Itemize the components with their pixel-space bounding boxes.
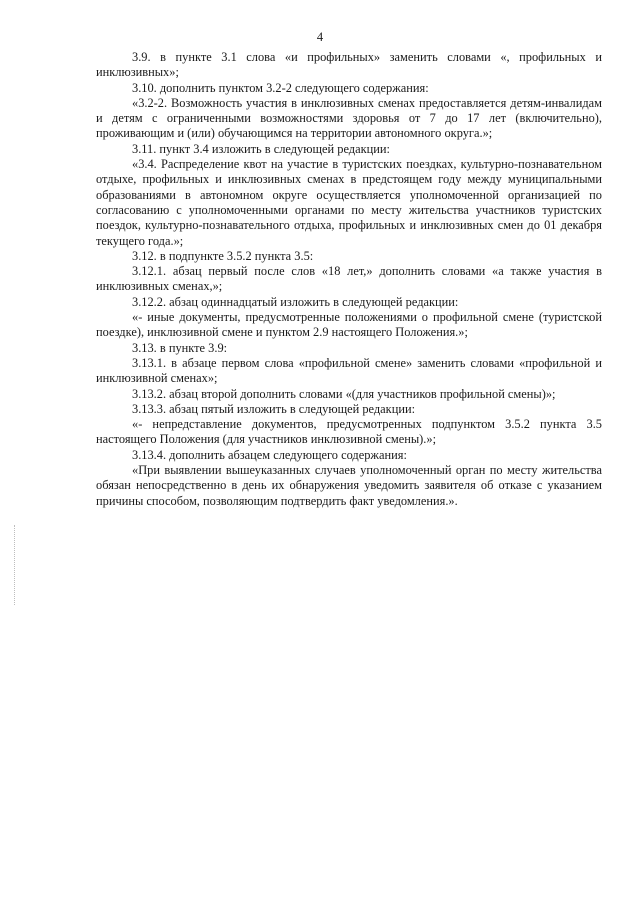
document-body	[96, 50, 602, 509]
paragraph: 3.9. в пункте 3.1 слова «и профильных» заменить словами «, профильных и инклюзивных»;	[96, 50, 602, 80]
paragraph: 3.12.1. абзац первый после слов «18 лет,» дополнить словами «а также участия в инклюзивных сменах,»;	[96, 264, 602, 294]
paragraph: 3.13. в пункте 3.9:	[132, 340, 228, 355]
paragraph: «При выявлении вышеуказанных случаев уполномоченный орган по месту жительства обязан непосредственно в день их обнаружения уведомить заявителя об отказе с указанием причины способом, позволяющим подтвердить факт уведомления.».	[96, 463, 602, 508]
paragraph: 3.12.2. абзац одиннадцатый изложить в следующей редакции:	[132, 294, 459, 309]
paragraph: 3.12. в подпункте 3.5.2 пункта 3.5:	[132, 248, 314, 263]
paragraph: 3.13.3. абзац пятый изложить в следующей редакции:	[132, 401, 416, 416]
paragraph: «- иные документы, предусмотренные положениями о профильной смене (туристской поездке), инклюзивной смене и пунктом 2.9 настоящего Положения.»;	[96, 310, 602, 340]
paragraph: 3.13.2. абзац второй дополнить словами «(для участников профильной смены)»;	[132, 386, 556, 401]
page-number: 4	[316, 30, 324, 44]
paragraph: 3.13.4. дополнить абзацем следующего содержания:	[132, 447, 407, 462]
paragraph: 3.11. пункт 3.4 изложить в следующей редакции:	[132, 141, 390, 156]
paragraph: «- непредставление документов, предусмотренных подпунктом 3.5.2 пункта 3.5 настоящего Положения (для участников инклюзивной смены).»;	[96, 417, 602, 447]
paragraph: «3.4. Распределение квот на участие в туристских поездках, культурно-познавательном отдыхе, профильных и инклюзивных сменах в предстоящем году между муниципальными образованиями в автономном округе осуществляется уполномоченной организацией по согласованию с уполномоченными органами по месту жительства участников туристских поездок, культурно-познавательного отдыха, профильных и инклюзивных смен до 01 декабря текущего года.»;	[96, 157, 602, 248]
scan-margin-marks	[14, 525, 17, 605]
paragraph: «3.2-2. Возможность участия в инклюзивных сменах предоставляется детям-инвалидам и детям с ограниченными возможностями здоровья от 7 до 17 лет (включительно), проживающим и (или) обучающимся на территории автономного округа.»;	[96, 95, 602, 141]
paragraph: 3.13.1. в абзаце первом слова «профильной смене» заменить словами «профильной и инклюзивной сменах»;	[96, 355, 602, 386]
paragraph: 3.10. дополнить пунктом 3.2-2 следующего содержания:	[132, 80, 429, 95]
